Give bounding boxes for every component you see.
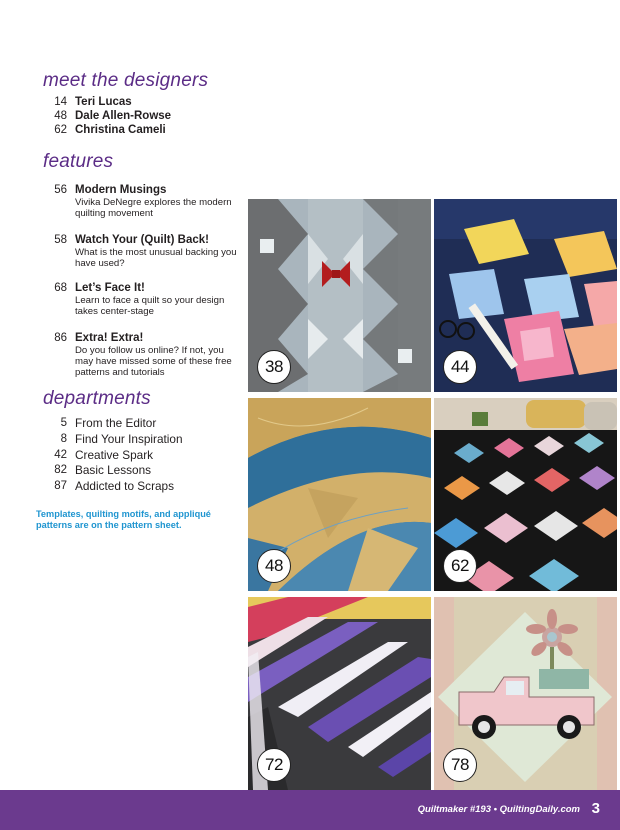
photo-quilt-38[interactable]: [248, 199, 431, 392]
feature-description: Vivika DeNegre explores the modern quilting movement: [75, 197, 232, 220]
department-name: Creative Spark: [75, 448, 154, 462]
page-number: 48: [54, 110, 67, 122]
designer-name: Dale Allen-Rowse: [75, 110, 172, 122]
photo-quilt-62[interactable]: [434, 398, 617, 591]
page-badge: 78: [443, 748, 477, 782]
page-badge: 48: [257, 549, 291, 583]
footer-bar: [0, 790, 620, 830]
feature-entry[interactable]: [43, 233, 243, 269]
page-number: 62: [54, 124, 67, 136]
designer-entry[interactable]: [43, 109, 171, 123]
department-entry[interactable]: [43, 479, 174, 493]
feature-entry[interactable]: [43, 183, 243, 219]
page-number: 68: [54, 282, 67, 294]
page-number: 82: [54, 464, 67, 476]
department-entry[interactable]: [43, 432, 183, 446]
designer-name: Christina Cameli: [75, 124, 166, 136]
pattern-sheet-note: Templates, quilting motifs, and appliqué patterns are on the pattern sheet.: [36, 509, 211, 530]
section-title-designers: meet the designers: [43, 70, 209, 91]
department-name: From the Editor: [75, 416, 157, 430]
designer-entry[interactable]: [43, 95, 132, 109]
page-badge: 44: [443, 350, 477, 384]
page-badge: 72: [257, 748, 291, 782]
page-badge: 38: [257, 350, 291, 384]
photo-quilt-44[interactable]: [434, 199, 617, 392]
page-badge: 62: [443, 549, 477, 583]
page-number: 58: [54, 234, 67, 246]
feature-title: Extra! Extra!: [75, 332, 144, 344]
designer-entry[interactable]: [43, 123, 166, 137]
department-name: Basic Lessons: [75, 463, 152, 477]
department-entry[interactable]: [43, 463, 151, 477]
feature-entry[interactable]: [43, 281, 243, 317]
photo-quilt-78[interactable]: [434, 597, 617, 790]
feature-description: Do you follow us online? If not, you may have missed some of these free patterns and tutorials: [75, 345, 232, 379]
page-number: 42: [54, 449, 67, 461]
section-title-features: features: [43, 151, 114, 172]
section-title-departments: departments: [43, 388, 151, 409]
department-entry[interactable]: [43, 448, 153, 462]
department-name: Addicted to Scraps: [75, 479, 175, 493]
page-number: 8: [60, 433, 67, 445]
department-entry[interactable]: [43, 416, 156, 430]
feature-title: Modern Musings: [75, 184, 167, 196]
page-number: 5: [60, 417, 67, 429]
photo-quilt-48[interactable]: [248, 398, 431, 591]
feature-description: Learn to face a quilt so your design takes center-stage: [75, 295, 225, 318]
department-name: Find Your Inspiration: [75, 432, 183, 446]
feature-description: What is the most unusual backing you have used?: [75, 247, 237, 270]
feature-title: Watch Your (Quilt) Back!: [75, 234, 209, 246]
feature-entry[interactable]: [43, 331, 243, 379]
photo-quilt-72[interactable]: [248, 597, 431, 790]
footer-publication: Quiltmaker #193 • QuiltingDaily.com: [417, 804, 580, 815]
page-number: 86: [54, 332, 67, 344]
page-number: 14: [54, 96, 67, 108]
footer-page-number: 3: [591, 800, 600, 817]
feature-title: Let’s Face It!: [75, 282, 145, 294]
designer-name: Teri Lucas: [75, 96, 132, 108]
page-number: 87: [54, 480, 67, 492]
page-number: 56: [54, 184, 67, 196]
